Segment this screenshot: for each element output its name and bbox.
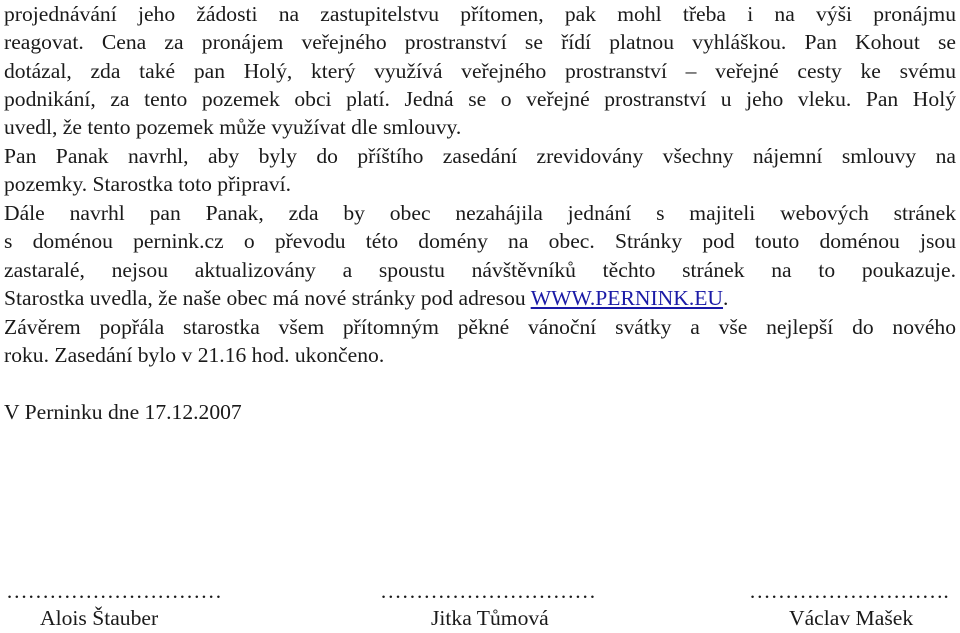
closing-line: Závěrem popřála starostka všem přítomným pěkné vánoční svátky a vše nejlepší do nového: [4, 315, 956, 339]
paragraph-line: pozemky. Starostka toto připraví.: [4, 172, 292, 196]
website-sentence: [4, 284, 956, 313]
signatory-name: Václav Mašek: [789, 606, 914, 630]
closing-line: roku. Zasedání bylo v 21.16 hod. ukončeno.: [4, 343, 385, 367]
paragraph-line: reagovat. Cena za pronájem veřejného prostranství se řídí platnou vyhláškou. Pan Kohout se: [4, 30, 956, 54]
signature-line: ……………………….: [749, 579, 949, 603]
signature-line: …………………………: [6, 579, 222, 603]
website-sentence-text: Starostka uvedla, že naše obec má nové stránky pod adresou: [4, 286, 531, 310]
paragraph-line: s doménou pernink.cz o převodu této domény na obec. Stránky pod touto doménou jsou: [4, 229, 956, 253]
paragraph-line: Dále navrhl pan Panak, zda by obec nezahájila jednání s majiteli webových stránek: [4, 201, 956, 225]
paragraph-line: uvedl, že tento pozemek může využívat dle smlouvy.: [4, 115, 462, 139]
signatory-name: Alois Štauber: [40, 606, 159, 630]
place-date: V Perninku dne 17.12.2007: [4, 400, 242, 424]
paragraph-line: podnikání, za tento pozemek obci platí. Jedná se o veřejné prostranství u jeho vleku. Pan Holý: [4, 87, 956, 111]
signature-line: …………………………: [380, 579, 596, 603]
website-sentence-end: .: [723, 286, 729, 310]
paragraph-line: dotázal, zda také pan Holý, který využívá veřejného prostranství – veřejné cesty ke svému: [4, 59, 956, 83]
paragraph-line: zastaralé, nejsou aktualizovány a spoustu návštěvníků těchto stránek na to poukazuje.: [4, 258, 956, 282]
paragraph-line: Pan Panak navrhl, aby byly do příštího zasedání zrevidovány všechny nájemní smlouvy na: [4, 144, 956, 168]
website-link[interactable]: WWW.PERNINK.EU: [530, 286, 724, 310]
signatory-name: Jitka Tůmová: [431, 606, 549, 630]
paragraph-line: projednávání jeho žádosti na zastupitelstvu přítomen, pak mohl třeba i na výši pronájmu: [4, 2, 956, 26]
